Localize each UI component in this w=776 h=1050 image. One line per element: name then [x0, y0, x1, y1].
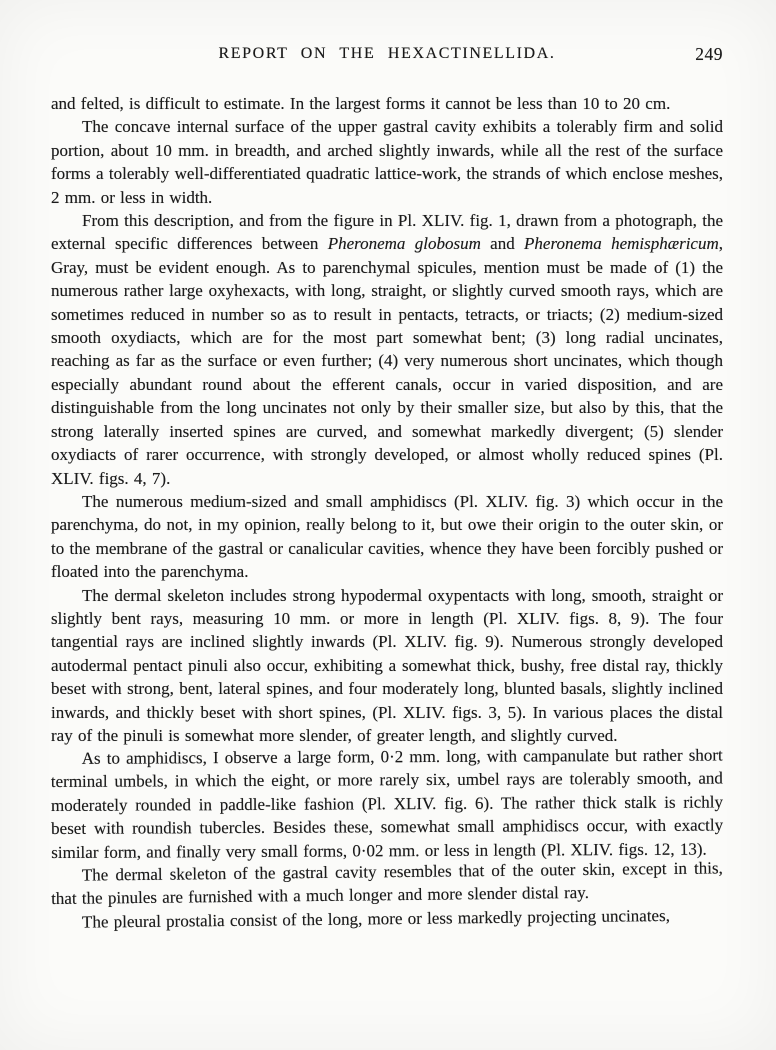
paragraph: The numerous medium-sized and small amphidiscs (Pl. XLIV. fig. 3) which occur in the parenchyma, do not, in my opinion, really belong to it, but owe their origin to the outer skin, or to the membrane of the gastral or canalicular cavities, whence they have been forcibly pushed or floated into the parenchyma. — [51, 491, 723, 582]
page-number: 249 — [695, 44, 723, 64]
running-title: REPORT ON THE HEXACTINELLIDA. — [218, 45, 556, 62]
paragraph: and felted, is difficult to estimate. In the largest forms it cannot be less than 10 to 20 cm. — [51, 94, 671, 113]
paragraph: The dermal skeleton of the gastral cavity resembles that of the outer skin, except in this, that the pinules are furnished with a much longer and more slender distal ray. — [51, 858, 723, 909]
paragraph: The concave internal surface of the upper gastral cavity exhibits a tolerably firm and solid portion, about 10 mm. in breadth, and arched slightly inwards, while all the rest of the surface forms a tolerably well-differentiated quadratic lattice-work, the strands of which enclose meshes, 2 mm. or less in width. — [51, 117, 723, 207]
paragraph: From this description, and from the figure in Pl. XLIV. fig. 1, drawn from a photograph, the external specific differences between Pheronema globosum and Pheronema hemisphæricum, Gray, must be evident enough. As to parenchymal spicules, mention must be made of (1) the numerous rather large oxyhexacts, with long, straight, or slightly curved smooth rays, which are sometimes reduced in number so as to result in pentacts, tetracts, or triacts; (2) medium-sized smooth oxydiacts, which are for the most part somewhat bent; (3) long radial uncinates, reaching as far as the surface or even further; (4) very numerous short uncinates, which though especially abundant round about the efferent canals, occur in varied disposition, and are distinguishable from the long uncinates not only by their smaller size, but also by this, that the strong laterally inserted spines are curved, and somewhat markedly divergent; (5) slender oxydiacts of rarer occurrence, with strongly developed, or almost wholly reduced spines (Pl. XLIV. figs. 4, 7). — [51, 211, 723, 488]
page-body — [51, 92, 723, 935]
page-header — [51, 45, 723, 67]
paragraph: As to amphidiscs, I observe a large form, 0·2 mm. long, with campanulate but rather short terminal umbels, in which the eight, or more rarely six, umbel rays are tolerably smooth, and moderately rounded in paddle-like fashion (Pl. XLIV. fig. 6). The rather thick stalk is richly beset with roundish tubercles. Besides these, somewhat small amphidiscs occur, with exactly similar form, and finally very small forms, 0·02 mm. or less in length (Pl. XLIV. figs. 12, 13). — [50, 745, 724, 862]
paragraph: The dermal skeleton includes strong hypodermal oxypentacts with long, smooth, straight or slightly bent rays, measuring 10 mm. or more in length (Pl. XLIV. figs. 8, 9). The four tangential rays are inclined slightly inwards (Pl. XLIV. fig. 9). Numerous strongly developed autodermal pentact pinuli also occur, exhibiting a somewhat thick, bushy, free distal ray, thickly beset with strong, bent, lateral spines, and four moderately long, blunted basals, slightly inclined inwards, and thickly beset with short spines, (Pl. XLIV. figs. 3, 5). In various places the distal ray of the pinuli is somewhat more slender, of greater length, and slightly curved. — [51, 585, 723, 745]
paragraph: The pleural prostalia consist of the long, more or less markedly projecting uncinates, — [81, 906, 671, 932]
